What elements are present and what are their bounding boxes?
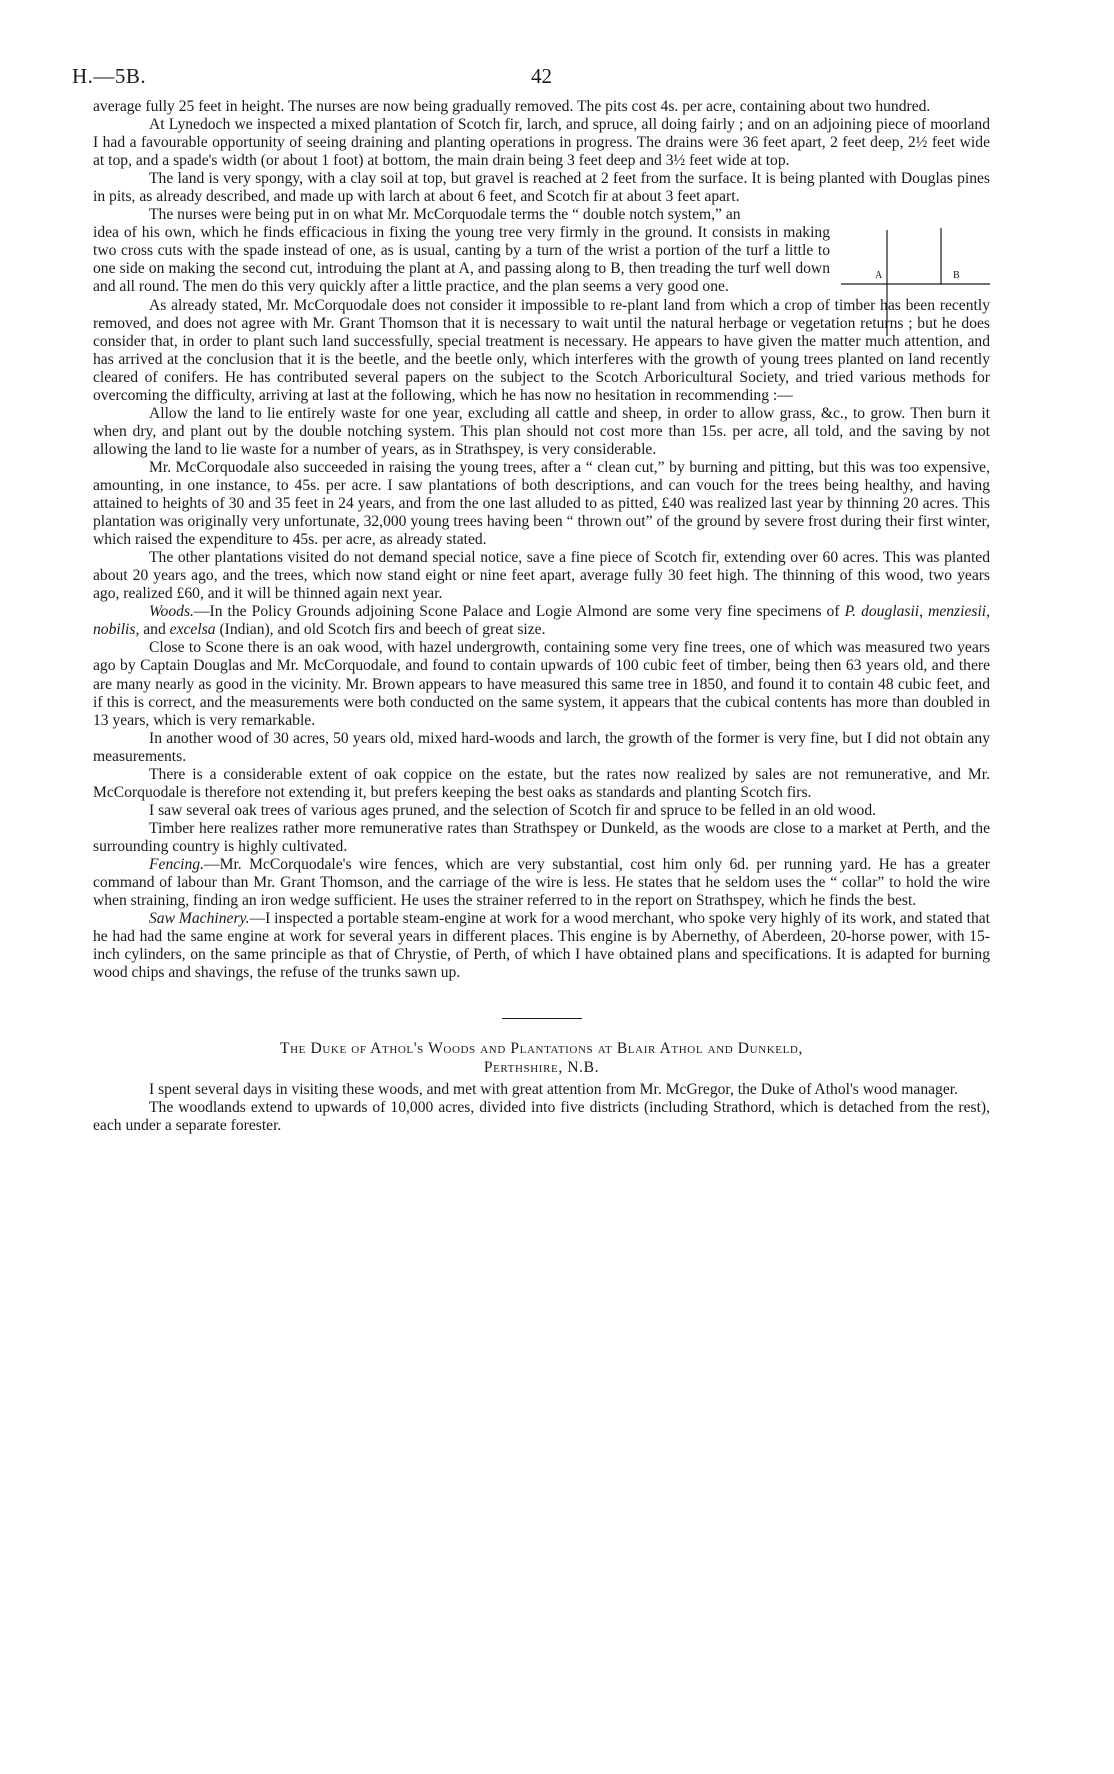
paragraph: Close to Scone there is an oak wood, with hazel undergrowth, containing some very fine trees, one of which was measured two years ago by Captain Douglas and Mr. McCorquodale, and found to contain upwards of 100 cubic feet of timber, being then 63 years old, and there are many nearly as good in the vicinity. Mr. Brown appears to have measured this same tree in 1850, and found it to contain 48 cubic feet, and if this is correct, and the measurements were both conducted on the same system, it appears that the cubical contents has more than doubled in 13 years, which is very remarkable. bbox=[93, 639, 990, 729]
paragraph: Timber here realizes rather more remunerative rates than Strathspey or Dunkeld, as the woods are close to a market at Perth, and the surrounding country is highly cultivated. bbox=[93, 819, 990, 855]
page-number: 42 bbox=[531, 64, 552, 88]
diagram-label-a: A bbox=[875, 270, 883, 282]
section-divider bbox=[502, 1018, 582, 1019]
paragraph: The other plantations visited do not demand special notice, save a fine piece of Scotch fir, extending over 60 acres. This was planted about 20 years ago, and the trees, which now stand eight or nine feet apart, average fully 30 feet high. The thinning of this wood, two years ago, realized £60, and it will be thinned again next year. bbox=[93, 549, 990, 603]
double-notch-diagram bbox=[835, 224, 990, 342]
document-page bbox=[72, 58, 991, 1135]
saw-machinery-heading: Saw Machinery. bbox=[149, 910, 250, 928]
paragraph: The land is very spongy, with a clay soil at top, but gravel is reached at 2 feet from the surface. It is being planted with Douglas pines in pits, as already described, and made up with larch at about 6 feet, and Scotch fir at about 3 feet apart. bbox=[93, 170, 990, 206]
paragraph: As already stated, Mr. McCorquodale does not consider it impossible to re-plant land from which a crop of timber has been recently removed, and does not agree with Mr. Grant Thomson that it is necessary to wait until the natural herbage or vegetation returns ; but he does consider that, in order to plant such land successfully, special treatment is necessary. He appears to have given the matter much attention, and has arrived at the conclusion that it is the beetle, and the beetle only, which interferes with the growth of young trees planted on land recently cleared of conifers. He has contributed several papers on the subject to the Scotch Arboricultural Society, and tried various methods for overcoming the difficulty, arriving at last at the following, which he has now no hesitation in recommending :— bbox=[93, 296, 990, 404]
paragraph: idea of his own, which he finds efficacious in fixing the young tree very firmly in the ground. It consists in making two cross cuts with the spade instead of one, as is usual, canting by a turn of the wrist a portion of the turf a little to one side on making the second cut, introduing the plant at A, and passing along to B, then treading the turf well down and all round. The men do this very quickly after a little practice, and the plan seems a very good one. bbox=[93, 224, 830, 296]
paragraph: At Lynedoch we inspected a mixed plantation of Scotch fir, larch, and spruce, all doing fairly ; and on an adjoining piece of moorland I had a favourable opportunity of seeing draining and planting operations in progress. The drains were 36 feet apart, 2 feet deep, 2½ feet wide at top, and a spade's width (or about 1 foot) at bottom, the main drain being 3 feet deep and 3½ feet wide at top. bbox=[93, 116, 990, 170]
diagram-label-b: B bbox=[953, 270, 960, 282]
paragraph: In another wood of 30 acres, 50 years old, mixed hard-woods and larch, the growth of the former is very fine, but I did not obtain any measurements. bbox=[93, 729, 990, 765]
paragraph: The woodlands extend to upwards of 10,000 acres, divided into five districts (including Strathord, which is detached from the rest), each under a separate forester. bbox=[93, 1099, 990, 1135]
paragraph: average fully 25 feet in height. The nurses are now being gradually removed. The pits cost 4s. per acre, containing about two hundred. bbox=[93, 98, 931, 115]
section-title: The Duke of Athol's Woods and Plantations at Blair Athol and Dunkeld, Perthshire, N.B. bbox=[280, 1040, 803, 1077]
body-text bbox=[93, 98, 990, 1135]
page-header bbox=[72, 58, 990, 98]
saw-machinery-paragraph: Saw Machinery.—I inspected a portable steam-engine at work for a wood merchant, who spoke very highly of its work, and stated that he had had the same engine at work for several years in different places. This engine is by Abernethy, of Aberdeen, 20-horse power, with 15-inch cylinders, on the same principle as that of Chrystie, of Perth, of which I have obtained plans and specifications. It is adapted for burning wood chips and shavings, the refuse of the trunks sawn up. bbox=[93, 910, 990, 982]
paragraph: Allow the land to lie entirely waste for one year, excluding all cattle and sheep, in order to allow grass, &c., to grow. Then burn it when dry, and plant out by the double notching system. This plan should not cost more than 15s. per acre, all told, and the saving by not allowing the land to lie waste for a number of years, as in Strathspey, is very considerable. bbox=[93, 404, 990, 458]
fencing-paragraph: Fencing.—Mr. McCorquodale's wire fences, which are very substantial, cost him only 6d. per running yard. He has a greater command of labour than Mr. Grant Thomson, and the carriage of the wire is less. He states that he seldom uses the “ collar” to hold the wire when straining, finding an iron wedge sufficient. He uses the strainer referred to in the report on Strathspey, which he finds the best. bbox=[93, 855, 990, 910]
woods-heading: Woods. bbox=[149, 603, 194, 621]
paragraph: There is a considerable extent of oak coppice on the estate, but the rates now realized by sales are not remunerative, and Mr. McCorquodale is therefore not extending it, but prefers keeping the best oaks as standards and planting Scotch firs. bbox=[93, 765, 990, 801]
woods-paragraph: Woods.—In the Policy Grounds adjoining Scone Palace and Logie Almond are some very fine specimens of P. douglasii, menziesii, nobilis, and excelsa (Indian), and old Scotch firs and beech of great size. bbox=[93, 603, 991, 639]
paragraph: Mr. McCorquodale also succeeded in raising the young trees, after a “ clean cut,” by burning and pitting, but this was too expensive, amounting, in one instance, to 45s. per acre. I saw plantations of both descriptions, and can vouch for the trees being healthy, and having attained to heights of 30 and 35 feet in 24 years, and from the one last alluded to as pitted, £40 was realized last year by thinning 20 acres. This plantation was originally very unfortunate, 32,000 young trees having been “ thrown out” of the ground by severe frost during their first winter, which raised the expenditure to 45s. per acre, as already stated. bbox=[93, 458, 990, 549]
figure-paragraph-block bbox=[93, 206, 990, 296]
paragraph: I spent several days in visiting these woods, and met with great attention from Mr. McGregor, the Duke of Athol's wood manager. bbox=[149, 1081, 958, 1099]
fencing-heading: Fencing. bbox=[149, 855, 204, 873]
paragraph: I saw several oak trees of various ages pruned, and the selection of Scotch fir and spruce to be felled in an old wood. bbox=[149, 801, 877, 819]
document-reference: H.—5B. bbox=[72, 64, 147, 88]
paragraph: The nurses were being put in on what Mr. McCorquodale terms the “ double notch system,” an bbox=[149, 206, 741, 224]
